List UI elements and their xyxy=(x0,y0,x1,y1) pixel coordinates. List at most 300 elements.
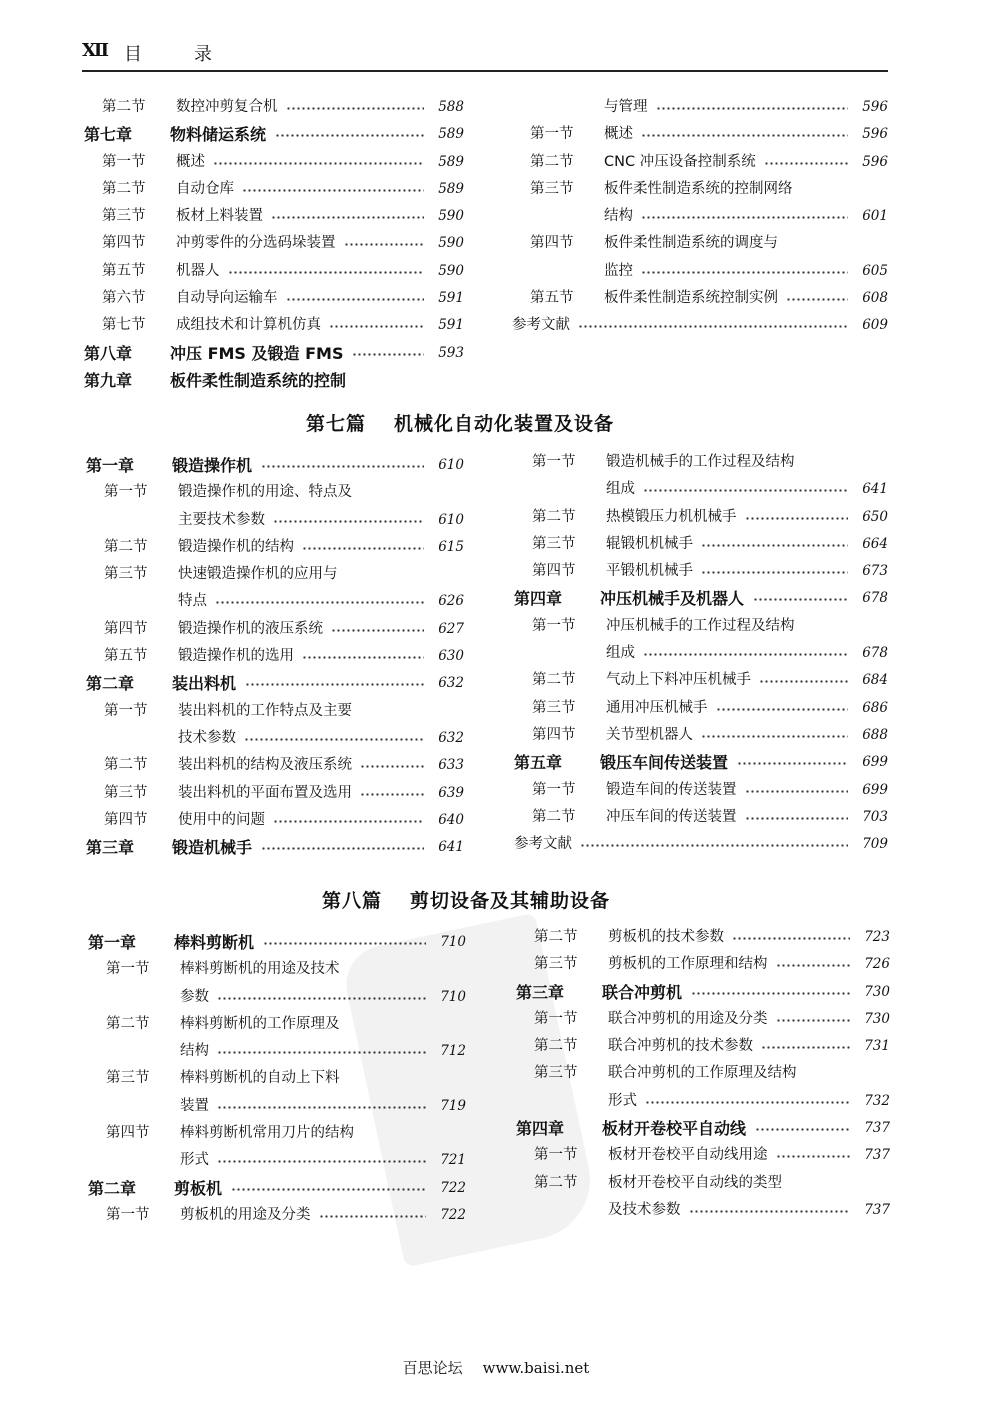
toc-label: 第四节 xyxy=(104,620,148,637)
toc-section-row xyxy=(88,956,466,983)
toc-title: 联合冲剪机 xyxy=(602,982,683,1002)
toc-section-row xyxy=(88,1011,466,1038)
toc-page-number: 688 xyxy=(862,726,888,743)
toc-section-row xyxy=(514,558,888,585)
toc-label: 第四节 xyxy=(532,563,576,580)
toc-leader-dots xyxy=(745,816,848,824)
toc-section-row xyxy=(88,1147,466,1174)
toc-page-number: 610 xyxy=(438,511,464,528)
toc-label: 第二节 xyxy=(532,508,576,525)
toc-section-row xyxy=(86,534,464,561)
toc-label: 第四节 xyxy=(106,1125,150,1142)
toc-section-row xyxy=(514,449,888,476)
toc-page-number: 596 xyxy=(862,99,888,115)
toc-title: 锻造机械手 xyxy=(172,838,253,858)
toc-leader-dots xyxy=(737,761,848,769)
toc-chapter-row xyxy=(516,979,890,1006)
toc-page-number: 737 xyxy=(864,1120,890,1137)
toc-title: 形式 xyxy=(608,1092,637,1109)
toc-title: 机器人 xyxy=(176,262,220,279)
part-heading-8 xyxy=(322,886,610,913)
toc-label: 第一节 xyxy=(102,153,146,170)
part-title: 剪切设备及其辅助设备 xyxy=(410,890,611,912)
toc-label: 第三章 xyxy=(516,982,565,1002)
page-number: Ⅻ xyxy=(82,40,109,61)
toc-title: 组成 xyxy=(606,645,635,662)
toc-page-number: 699 xyxy=(862,754,888,771)
toc-label: 第二节 xyxy=(104,757,148,774)
toc-label: 第五章 xyxy=(514,753,563,773)
toc-title: 物料储运系统 xyxy=(170,125,267,145)
toc-label: 参考文献 xyxy=(514,836,572,853)
toc-page-number: 673 xyxy=(862,563,888,580)
toc-section-row xyxy=(88,1093,466,1120)
toc-section-row xyxy=(86,643,464,670)
toc-label: 第一章 xyxy=(88,933,137,952)
toc-leader-dots xyxy=(242,188,424,196)
toc-page-number: 730 xyxy=(864,1010,890,1027)
toc-page-number: 684 xyxy=(862,672,888,689)
toc-section-row xyxy=(516,1088,890,1115)
part-heading-7 xyxy=(306,409,614,436)
toc-label: 第二节 xyxy=(534,1174,578,1191)
toc-title: 监控 xyxy=(604,262,633,279)
toc-leader-dots xyxy=(275,133,424,141)
toc-section-row xyxy=(84,258,464,285)
toc-leader-dots xyxy=(302,655,424,663)
toc-leader-dots xyxy=(331,628,424,636)
toc-label: 第三节 xyxy=(104,784,148,801)
toc-block2-left xyxy=(86,452,464,861)
header-title-a: 目 xyxy=(124,44,142,65)
toc-page-number: 596 xyxy=(862,153,888,170)
toc-title: 自动导向运输车 xyxy=(176,290,278,307)
toc-leader-dots xyxy=(764,161,848,169)
toc-title: 联合冲剪机的用途及分类 xyxy=(608,1010,768,1027)
toc-label: 第一节 xyxy=(532,781,576,798)
toc-leader-dots xyxy=(286,297,424,305)
toc-leader-dots xyxy=(261,846,424,854)
toc-title: 棒料剪断机的用途及技术 xyxy=(180,961,340,978)
toc-label: 第一节 xyxy=(104,702,148,719)
toc-section-row xyxy=(516,924,890,951)
toc-page-number: 699 xyxy=(862,781,888,798)
toc-leader-dots xyxy=(701,570,848,578)
toc-title: 板材开卷校平自动线 xyxy=(602,1119,747,1139)
toc-page-number: 641 xyxy=(862,481,888,498)
toc-page-number: 712 xyxy=(440,1043,466,1060)
toc-label: 第七节 xyxy=(102,317,146,334)
toc-section-row xyxy=(514,695,888,722)
toc-section-row xyxy=(84,312,464,339)
toc-label: 第一节 xyxy=(106,961,150,978)
toc-title: 锻压车间传送装置 xyxy=(600,753,729,773)
toc-leader-dots xyxy=(732,936,850,944)
toc-block1-right xyxy=(512,94,888,340)
toc-title: 参数 xyxy=(180,988,209,1005)
toc-title: 装出料机 xyxy=(172,674,237,694)
toc-page-number: 641 xyxy=(438,839,464,856)
toc-section-row xyxy=(516,951,890,978)
toc-references-row xyxy=(512,312,888,339)
toc-label: 第三节 xyxy=(532,699,576,716)
toc-title: 板材上料装置 xyxy=(176,208,263,225)
part-number: 第七篇 xyxy=(306,413,367,435)
toc-chapter-row xyxy=(84,367,464,394)
toc-chapter-row xyxy=(86,670,464,697)
toc-section-row xyxy=(516,1060,890,1087)
toc-section-row xyxy=(512,258,888,285)
toc-leader-dots xyxy=(776,1154,850,1162)
toc-title: 结构 xyxy=(180,1043,209,1060)
toc-leader-dots xyxy=(753,597,848,605)
toc-leader-dots xyxy=(286,106,424,114)
toc-title: 装置 xyxy=(180,1097,209,1114)
toc-title: 板材开卷校平自动线的类型 xyxy=(608,1174,782,1191)
toc-page-number: 610 xyxy=(438,457,464,473)
toc-chapter-row xyxy=(84,121,464,148)
toc-label: 第二节 xyxy=(532,808,576,825)
toc-page-number: 703 xyxy=(862,808,888,825)
toc-section-row xyxy=(514,640,888,667)
toc-page-number: 632 xyxy=(438,729,464,746)
toc-leader-dots xyxy=(643,652,848,660)
toc-title: 装出料机的工作特点及主要 xyxy=(178,702,352,719)
toc-leader-dots xyxy=(786,297,848,305)
toc-title: 装出料机的结构及液压系统 xyxy=(178,757,352,774)
toc-section-row xyxy=(86,479,464,506)
toc-title: 棒料剪断机的工作原理及 xyxy=(180,1015,340,1032)
toc-title: 锻造操作机的液压系统 xyxy=(178,620,323,637)
toc-title: 气动上下料冲压机械手 xyxy=(606,672,751,689)
toc-leader-dots xyxy=(344,242,424,250)
toc-page-number: 589 xyxy=(438,153,464,170)
footer-url: www.baisi.net xyxy=(482,1359,590,1377)
toc-page-number: 609 xyxy=(862,317,888,334)
toc-section-row xyxy=(512,121,888,148)
toc-title: 成组技术和计算机仿真 xyxy=(176,317,321,334)
toc-title: 联合冲剪机的技术参数 xyxy=(608,1038,753,1055)
toc-leader-dots xyxy=(716,707,848,715)
toc-section-row xyxy=(514,613,888,640)
toc-leader-dots xyxy=(759,679,848,687)
toc-page-number: 664 xyxy=(862,535,888,552)
toc-leader-dots xyxy=(691,991,850,999)
toc-page-number: 678 xyxy=(862,645,888,662)
toc-label: 第二章 xyxy=(86,674,135,694)
toc-title: 锻造操作机的用途、特点及 xyxy=(178,484,352,501)
toc-leader-dots xyxy=(352,352,424,360)
toc-block2-right xyxy=(514,449,888,858)
toc-page-number: 722 xyxy=(440,1179,466,1196)
toc-title: 自动仓库 xyxy=(176,180,234,197)
toc-section-row xyxy=(84,203,464,230)
toc-leader-dots xyxy=(263,941,426,949)
toc-leader-dots xyxy=(271,215,424,223)
toc-page-number: 626 xyxy=(438,593,464,610)
toc-page-number: 591 xyxy=(438,317,464,334)
toc-label: 第四节 xyxy=(104,811,148,828)
toc-leader-dots xyxy=(776,1018,850,1026)
toc-label: 第三节 xyxy=(102,208,146,225)
toc-label: 第二节 xyxy=(530,153,574,170)
toc-page-number: 590 xyxy=(438,235,464,252)
toc-label: 第三节 xyxy=(534,956,578,973)
toc-leader-dots xyxy=(745,789,848,797)
toc-block1-left xyxy=(84,94,464,394)
toc-leader-dots xyxy=(689,1209,850,1217)
toc-section-row xyxy=(516,1006,890,1033)
toc-page-number: 719 xyxy=(440,1097,466,1114)
toc-section-row xyxy=(86,752,464,779)
toc-section-row xyxy=(88,1065,466,1092)
toc-section-row xyxy=(514,476,888,503)
toc-title: 板件柔性制造系统的控制 xyxy=(170,370,347,390)
toc-chapter-row xyxy=(84,340,464,367)
toc-page-number: 726 xyxy=(864,956,890,973)
toc-page-number: 591 xyxy=(438,290,464,307)
toc-title: 与管理 xyxy=(604,99,648,115)
toc-leader-dots xyxy=(645,1100,850,1108)
toc-page-number: 640 xyxy=(438,811,464,828)
toc-section-row xyxy=(86,507,464,534)
toc-label: 第一节 xyxy=(104,484,148,501)
toc-section-row xyxy=(86,588,464,615)
header-title-b: 录 xyxy=(194,44,212,65)
toc-leader-dots xyxy=(215,600,424,608)
toc-title: 冲压机械手的工作过程及结构 xyxy=(606,617,795,634)
toc-label: 第五节 xyxy=(530,290,574,307)
toc-label: 第四节 xyxy=(102,235,146,252)
toc-page-number: 588 xyxy=(438,99,464,115)
toc-section-row xyxy=(514,531,888,558)
toc-title: 通用冲压机械手 xyxy=(606,699,708,716)
toc-label: 第二节 xyxy=(102,99,146,115)
toc-section-row xyxy=(86,780,464,807)
toc-page-number: 737 xyxy=(864,1147,890,1164)
toc-section-row xyxy=(88,984,466,1011)
toc-title: 特点 xyxy=(178,593,207,610)
toc-title: 平锻机机械手 xyxy=(606,563,693,580)
toc-label: 第一节 xyxy=(534,1010,578,1027)
toc-title: 热模锻压力机机械手 xyxy=(606,508,737,525)
toc-leader-dots xyxy=(244,737,424,745)
toc-label: 第三章 xyxy=(86,838,135,858)
toc-title: 板件柔性制造系统控制实例 xyxy=(604,290,778,307)
toc-section-row xyxy=(512,285,888,312)
toc-label: 第五节 xyxy=(104,648,148,665)
toc-section-row xyxy=(514,804,888,831)
toc-label: 第四节 xyxy=(530,235,574,252)
toc-page-number: 633 xyxy=(438,757,464,774)
toc-label: 参考文献 xyxy=(512,317,570,334)
toc-leader-dots xyxy=(701,543,848,551)
toc-label: 第一节 xyxy=(532,617,576,634)
toc-section-row xyxy=(512,203,888,230)
toc-label: 第二节 xyxy=(532,672,576,689)
toc-page-number: 590 xyxy=(438,208,464,225)
toc-title: 冲剪零件的分选码垛装置 xyxy=(176,235,336,252)
toc-page-number: 605 xyxy=(862,262,888,279)
toc-title: 锻造操作机的选用 xyxy=(178,648,294,665)
toc-label: 第二节 xyxy=(102,180,146,197)
toc-leader-dots xyxy=(701,734,848,742)
toc-chapter-row xyxy=(86,834,464,861)
toc-leader-dots xyxy=(360,792,424,800)
toc-leader-dots xyxy=(228,270,424,278)
toc-label: 第三节 xyxy=(532,535,576,552)
toc-page-number: 589 xyxy=(438,180,464,197)
toc-section-row xyxy=(512,94,888,121)
toc-section-row xyxy=(86,616,464,643)
toc-page-number: 596 xyxy=(862,126,888,143)
toc-label: 第三节 xyxy=(534,1065,578,1082)
toc-page-number: 590 xyxy=(438,262,464,279)
toc-page-number: 709 xyxy=(862,836,888,853)
toc-page-number: 678 xyxy=(862,590,888,607)
toc-title: 剪板机 xyxy=(174,1178,223,1198)
toc-page-number: 730 xyxy=(864,983,890,1000)
toc-title: 概述 xyxy=(604,126,633,143)
toc-references-row xyxy=(514,831,888,858)
toc-leader-dots xyxy=(273,519,424,527)
toc-page-number: 737 xyxy=(864,1201,890,1218)
toc-title: 形式 xyxy=(180,1152,209,1169)
toc-title: 主要技术参数 xyxy=(178,511,265,528)
toc-block3-right xyxy=(516,924,890,1224)
toc-leader-dots xyxy=(656,106,848,114)
toc-chapter-row xyxy=(514,585,888,612)
toc-section-row xyxy=(86,807,464,834)
toc-title: 剪板机的用途及分类 xyxy=(180,1206,311,1223)
toc-title: CNC 冲压设备控制系统 xyxy=(604,153,756,170)
toc-label: 第九章 xyxy=(84,370,133,390)
toc-label: 第一节 xyxy=(106,1206,150,1223)
toc-leader-dots xyxy=(273,819,424,827)
toc-leader-dots xyxy=(213,161,424,169)
toc-section-row xyxy=(84,230,464,257)
toc-label: 第七章 xyxy=(84,125,133,145)
toc-label: 第三节 xyxy=(104,566,148,583)
toc-leader-dots xyxy=(755,1127,850,1135)
toc-title: 棒料剪断机的自动上下料 xyxy=(180,1070,340,1087)
toc-title: 概述 xyxy=(176,153,205,170)
toc-title: 结构 xyxy=(604,208,633,225)
toc-title: 数控冲剪复合机 xyxy=(176,99,278,115)
toc-leader-dots xyxy=(217,1050,426,1058)
toc-section-row xyxy=(88,1038,466,1065)
toc-title: 锻造机械手的工作过程及结构 xyxy=(606,454,795,470)
toc-title: 冲压 FMS 及锻造 FMS xyxy=(170,343,344,363)
toc-section-row xyxy=(88,1202,466,1229)
toc-leader-dots xyxy=(329,324,424,332)
toc-title: 冲压车间的传送装置 xyxy=(606,808,737,825)
toc-leader-dots xyxy=(578,324,848,332)
toc-title: 关节型机器人 xyxy=(606,726,693,743)
toc-title: 冲压机械手及机器人 xyxy=(600,589,745,609)
footer-site: 百思论坛 xyxy=(402,1359,463,1377)
toc-title: 辊锻机机械手 xyxy=(606,535,693,552)
toc-leader-dots xyxy=(641,133,848,141)
toc-chapter-row xyxy=(88,1175,466,1202)
toc-section-row xyxy=(516,1197,890,1224)
toc-label: 第四节 xyxy=(532,726,576,743)
toc-title: 锻造操作机 xyxy=(172,456,253,475)
toc-page-number: 615 xyxy=(438,538,464,555)
toc-leader-dots xyxy=(217,1105,426,1113)
toc-label: 第六节 xyxy=(102,290,146,307)
toc-title: 快速锻造操作机的应用与 xyxy=(178,566,338,583)
toc-page-number: 731 xyxy=(864,1038,890,1055)
toc-section-row xyxy=(512,176,888,203)
toc-label: 第三节 xyxy=(106,1070,150,1087)
toc-label: 第二节 xyxy=(534,929,578,945)
toc-title: 锻造操作机的结构 xyxy=(178,538,294,555)
toc-section-row xyxy=(84,285,464,312)
toc-section-row xyxy=(84,149,464,176)
toc-leader-dots xyxy=(319,1214,426,1222)
toc-page-number: 630 xyxy=(438,648,464,665)
toc-page-number: 608 xyxy=(862,290,888,307)
toc-label: 第四章 xyxy=(516,1119,565,1139)
toc-page-number: 601 xyxy=(862,208,888,225)
toc-page-number: 686 xyxy=(862,699,888,716)
toc-leader-dots xyxy=(231,1187,426,1195)
toc-section-row xyxy=(86,725,464,752)
toc-label: 第二节 xyxy=(106,1015,150,1032)
toc-title: 板材开卷校平自动线用途 xyxy=(608,1147,768,1164)
toc-title: 组成 xyxy=(606,481,635,498)
footer xyxy=(0,1357,992,1378)
toc-title: 棒料剪断机常用刀片的结构 xyxy=(180,1125,354,1142)
toc-page-number: 639 xyxy=(438,784,464,801)
toc-label: 第二节 xyxy=(104,538,148,555)
toc-chapter-row xyxy=(514,749,888,776)
toc-title: 板件柔性制造系统的控制网络 xyxy=(604,180,793,197)
toc-leader-dots xyxy=(302,546,424,554)
toc-leader-dots xyxy=(261,464,424,472)
toc-section-row xyxy=(516,1033,890,1060)
toc-section-row xyxy=(84,176,464,203)
toc-label: 第四章 xyxy=(514,589,563,609)
toc-page-number: 732 xyxy=(864,1092,890,1109)
toc-leader-dots xyxy=(641,270,848,278)
toc-section-row xyxy=(86,561,464,588)
toc-leader-dots xyxy=(761,1045,850,1053)
toc-label: 第二节 xyxy=(534,1038,578,1055)
toc-block3-left xyxy=(88,929,466,1229)
toc-label: 第三节 xyxy=(530,180,574,197)
toc-leader-dots xyxy=(245,682,424,690)
toc-title: 棒料剪断机 xyxy=(174,933,255,952)
toc-title: 技术参数 xyxy=(178,729,236,746)
toc-page-number: 710 xyxy=(440,934,466,950)
toc-chapter-row xyxy=(516,1115,890,1142)
toc-leader-dots xyxy=(217,1159,426,1167)
toc-title: 剪板机的工作原理和结构 xyxy=(608,956,768,973)
toc-label: 第一节 xyxy=(532,454,576,470)
toc-leader-dots xyxy=(360,764,424,772)
toc-label: 第二章 xyxy=(88,1178,137,1198)
toc-page-number: 650 xyxy=(862,508,888,525)
toc-title: 及技术参数 xyxy=(608,1201,681,1218)
toc-page-number: 722 xyxy=(440,1206,466,1223)
toc-page-number: 593 xyxy=(438,344,464,361)
toc-leader-dots xyxy=(217,996,426,1004)
toc-section-row xyxy=(516,1170,890,1197)
toc-section-row xyxy=(514,722,888,749)
toc-section-row xyxy=(514,504,888,531)
